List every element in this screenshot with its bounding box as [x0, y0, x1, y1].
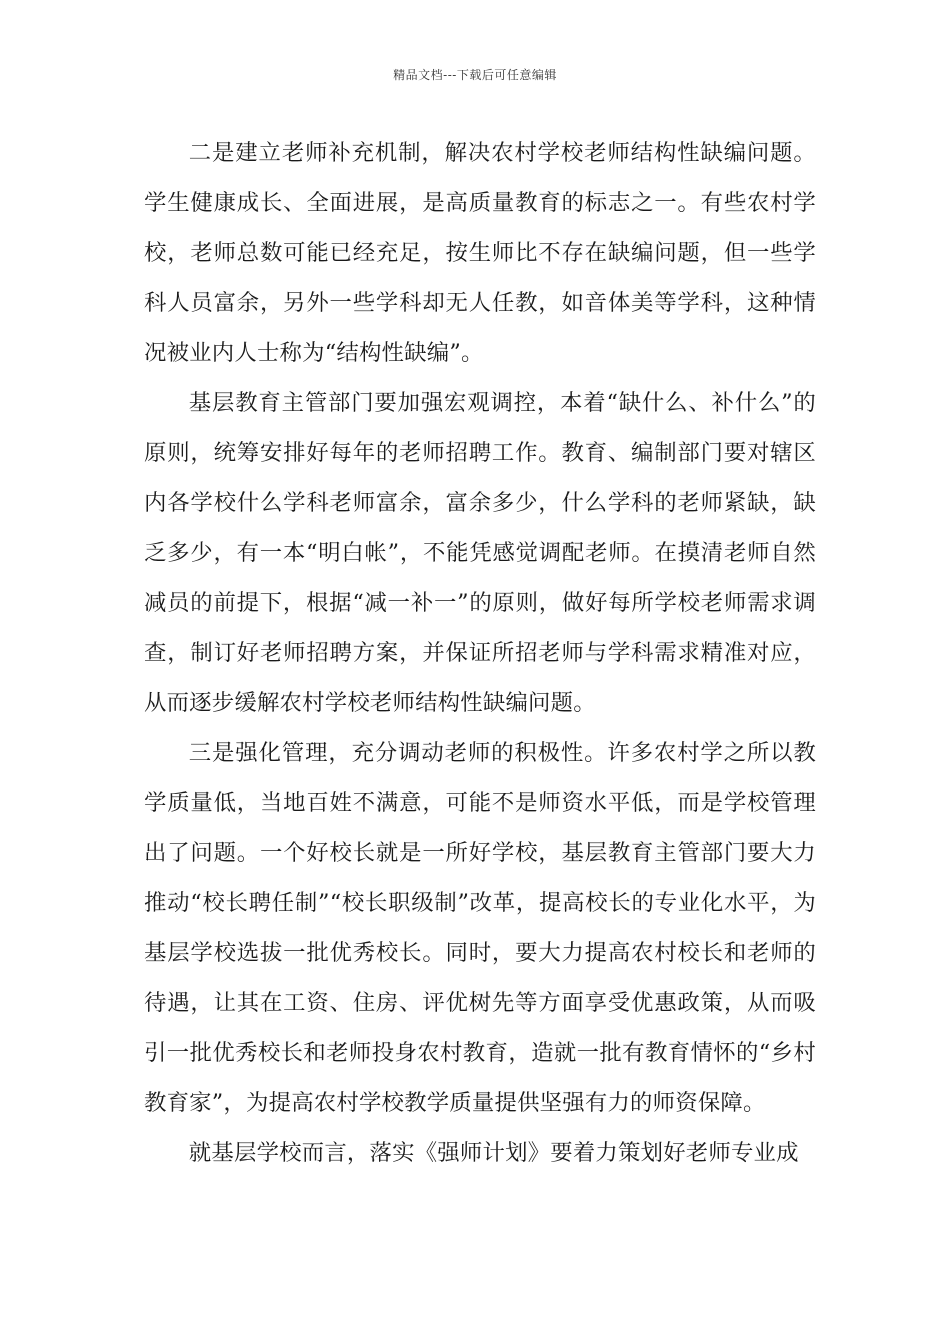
paragraph-teacher-supplement: 二是建立老师补充机制，解决农村学校老师结构性缺编问题。学生健康成长、全面进展，是高质量教育的标志之一。有些农村学校，老师总数可能已经充足，按生师比不存在缺编问题，但一些学科人员富余，另外一些学科却无人任教，如音体美等学科，这种情况被业内人士称为“结构性缺编”。	[144, 140, 816, 366]
page-header: 精品文档---下载后可任意编辑	[393, 68, 557, 82]
paragraph-grassroots-schools: 就基层学校而言，落实《强师计划》要着力策划好老师专业成	[188, 1140, 799, 1166]
paragraph-macro-control: 基层教育主管部门要加强宏观调控，本着“缺什么、补什么”的原则，统筹安排好每年的老师招聘工作。教育、编制部门要对辖区内各学校什么学科老师富余，富余多少，什么学科的老师紧缺，缺乏多少，有一本“明白帐”，不能凭感觉调配老师。在摸清老师自然减员的前提下，根据“减一补一”的原则，做好每所学校老师需求调查，制订好老师招聘方案，并保证所招老师与学科需求精准对应，从而逐步缓解农村学校老师结构性缺编问题。	[144, 390, 816, 716]
paragraph-strengthen-management: 三是强化管理，充分调动老师的积极性。许多农村学之所以教学质量低，当地百姓不满意，可能不是师资水平低，而是学校管理出了问题。一个好校长就是一所好学校，基层教育主管部门要大力推动“校长聘任制”“校长职级制”改革，提高校长的专业化水平，为基层学校选拔一批优秀校长。同时，要大力提高农村校长和老师的待遇，让其在工资、住房、评优树先等方面享受优惠政策，从而吸引一批优秀校长和老师投身农村教育，造就一批有教育情怀的“乡村教育家”，为提高农村学校教学质量提供坚强有力的师资保障。	[144, 740, 816, 1116]
document-body	[144, 128, 816, 1178]
